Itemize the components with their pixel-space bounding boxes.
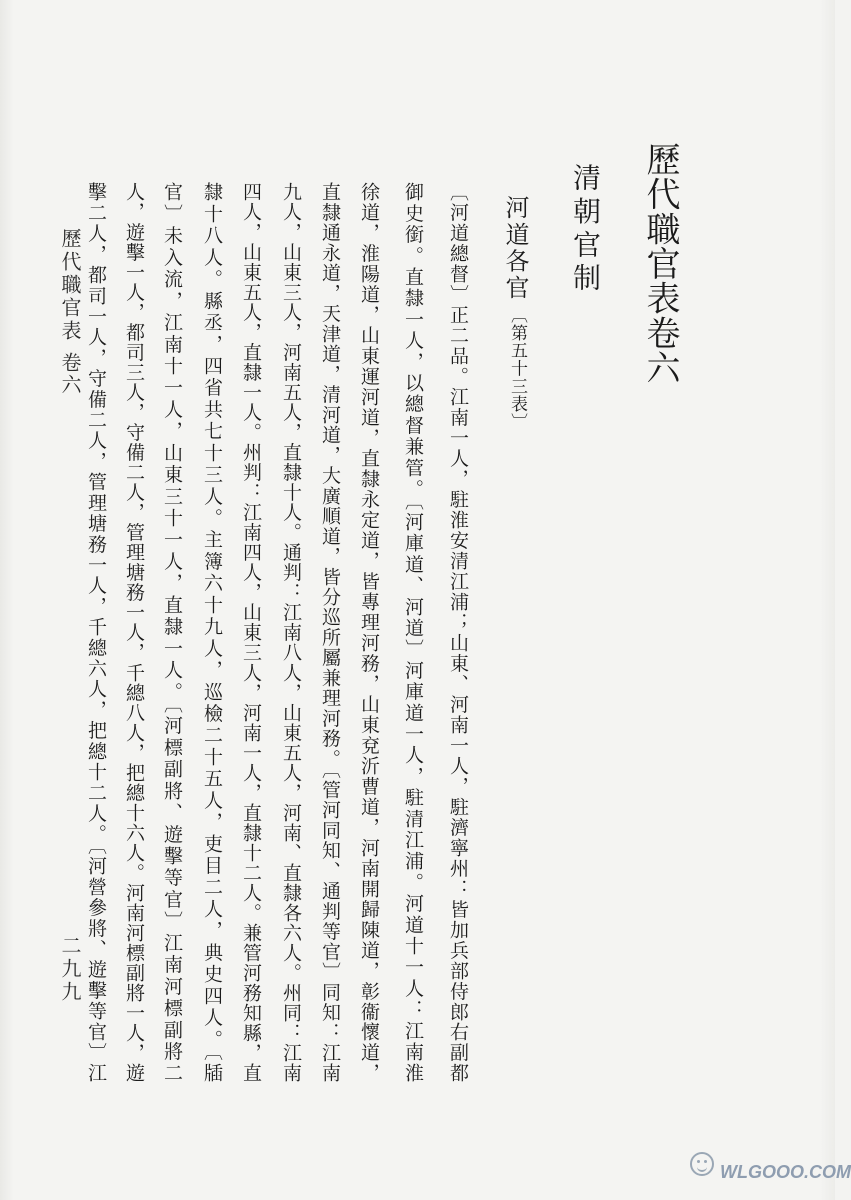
text-column: 人，遊擊一人，都司三人，守備二人，管理塘務一人，千總八人，把總十六人。河南河標副將一人，遊 (123, 182, 145, 1082)
text-column: 隸十八人。縣丞，四省共七十三人。主簿六十九人，巡檢二十五人，吏目二人，典史四人。〔牐 (201, 182, 223, 1082)
table-reference: 〔第五十三表〕 (507, 306, 527, 430)
text-column: 四人，山東五人，直隸一人。州判：江南四人，山東三人，河南一人，直隸十二人。兼管河務知縣，直 (240, 182, 262, 1082)
text-column: 徐道，淮陽道，山東運河道，直隸永定道，皆專理河務，山東兗沂曹道，河南開歸陳道，彰衞懷道， (358, 182, 380, 1082)
running-footer-volume: 卷六 (58, 352, 82, 394)
text-column: 擊二人，都司一人，守備二人，管理塘務一人，千總六人，把總十二人。〔河營參將、遊擊等官〕江 (85, 182, 107, 1082)
volume-title: 歷代職官表卷六 (640, 142, 680, 384)
running-footer-book-title: 歷代職官表 (58, 228, 82, 340)
watermark-text: WLGOOO.COM (720, 1162, 851, 1182)
text-column: 御史銜。直隸一人，以總督兼管。〔河庫道、河道〕河庫道一人，駐清江浦。河道十一人：江南淮 (402, 182, 424, 1082)
text-column: 〔河道總督〕正二品。江南一人，駐淮安清江浦；山東、河南一人，駐濟寧州：皆加兵部侍郎右副都 (447, 182, 469, 1082)
watermark-logo-icon (690, 1152, 714, 1176)
page-number: 二九九 (58, 935, 82, 1001)
text-column: 九人，山東三人，河南五人，直隸十人。通判：江南八人，山東五人，河南、直隸各六人。州同：江南 (280, 182, 302, 1082)
text-column: 官〕未入流，江南十一人，山東三十一人，直隸一人。〔河標副將、遊擊等官〕江南河標副將二 (161, 182, 183, 1082)
section-title: 河道各官 (501, 195, 529, 299)
text-column: 直隸通永道，天津道，清河道，大廣順道，皆分巡所屬兼理河務。〔管河同知、通判等官〕同知：江南 (319, 182, 341, 1082)
chapter-heading: 清朝官制 (569, 163, 602, 291)
